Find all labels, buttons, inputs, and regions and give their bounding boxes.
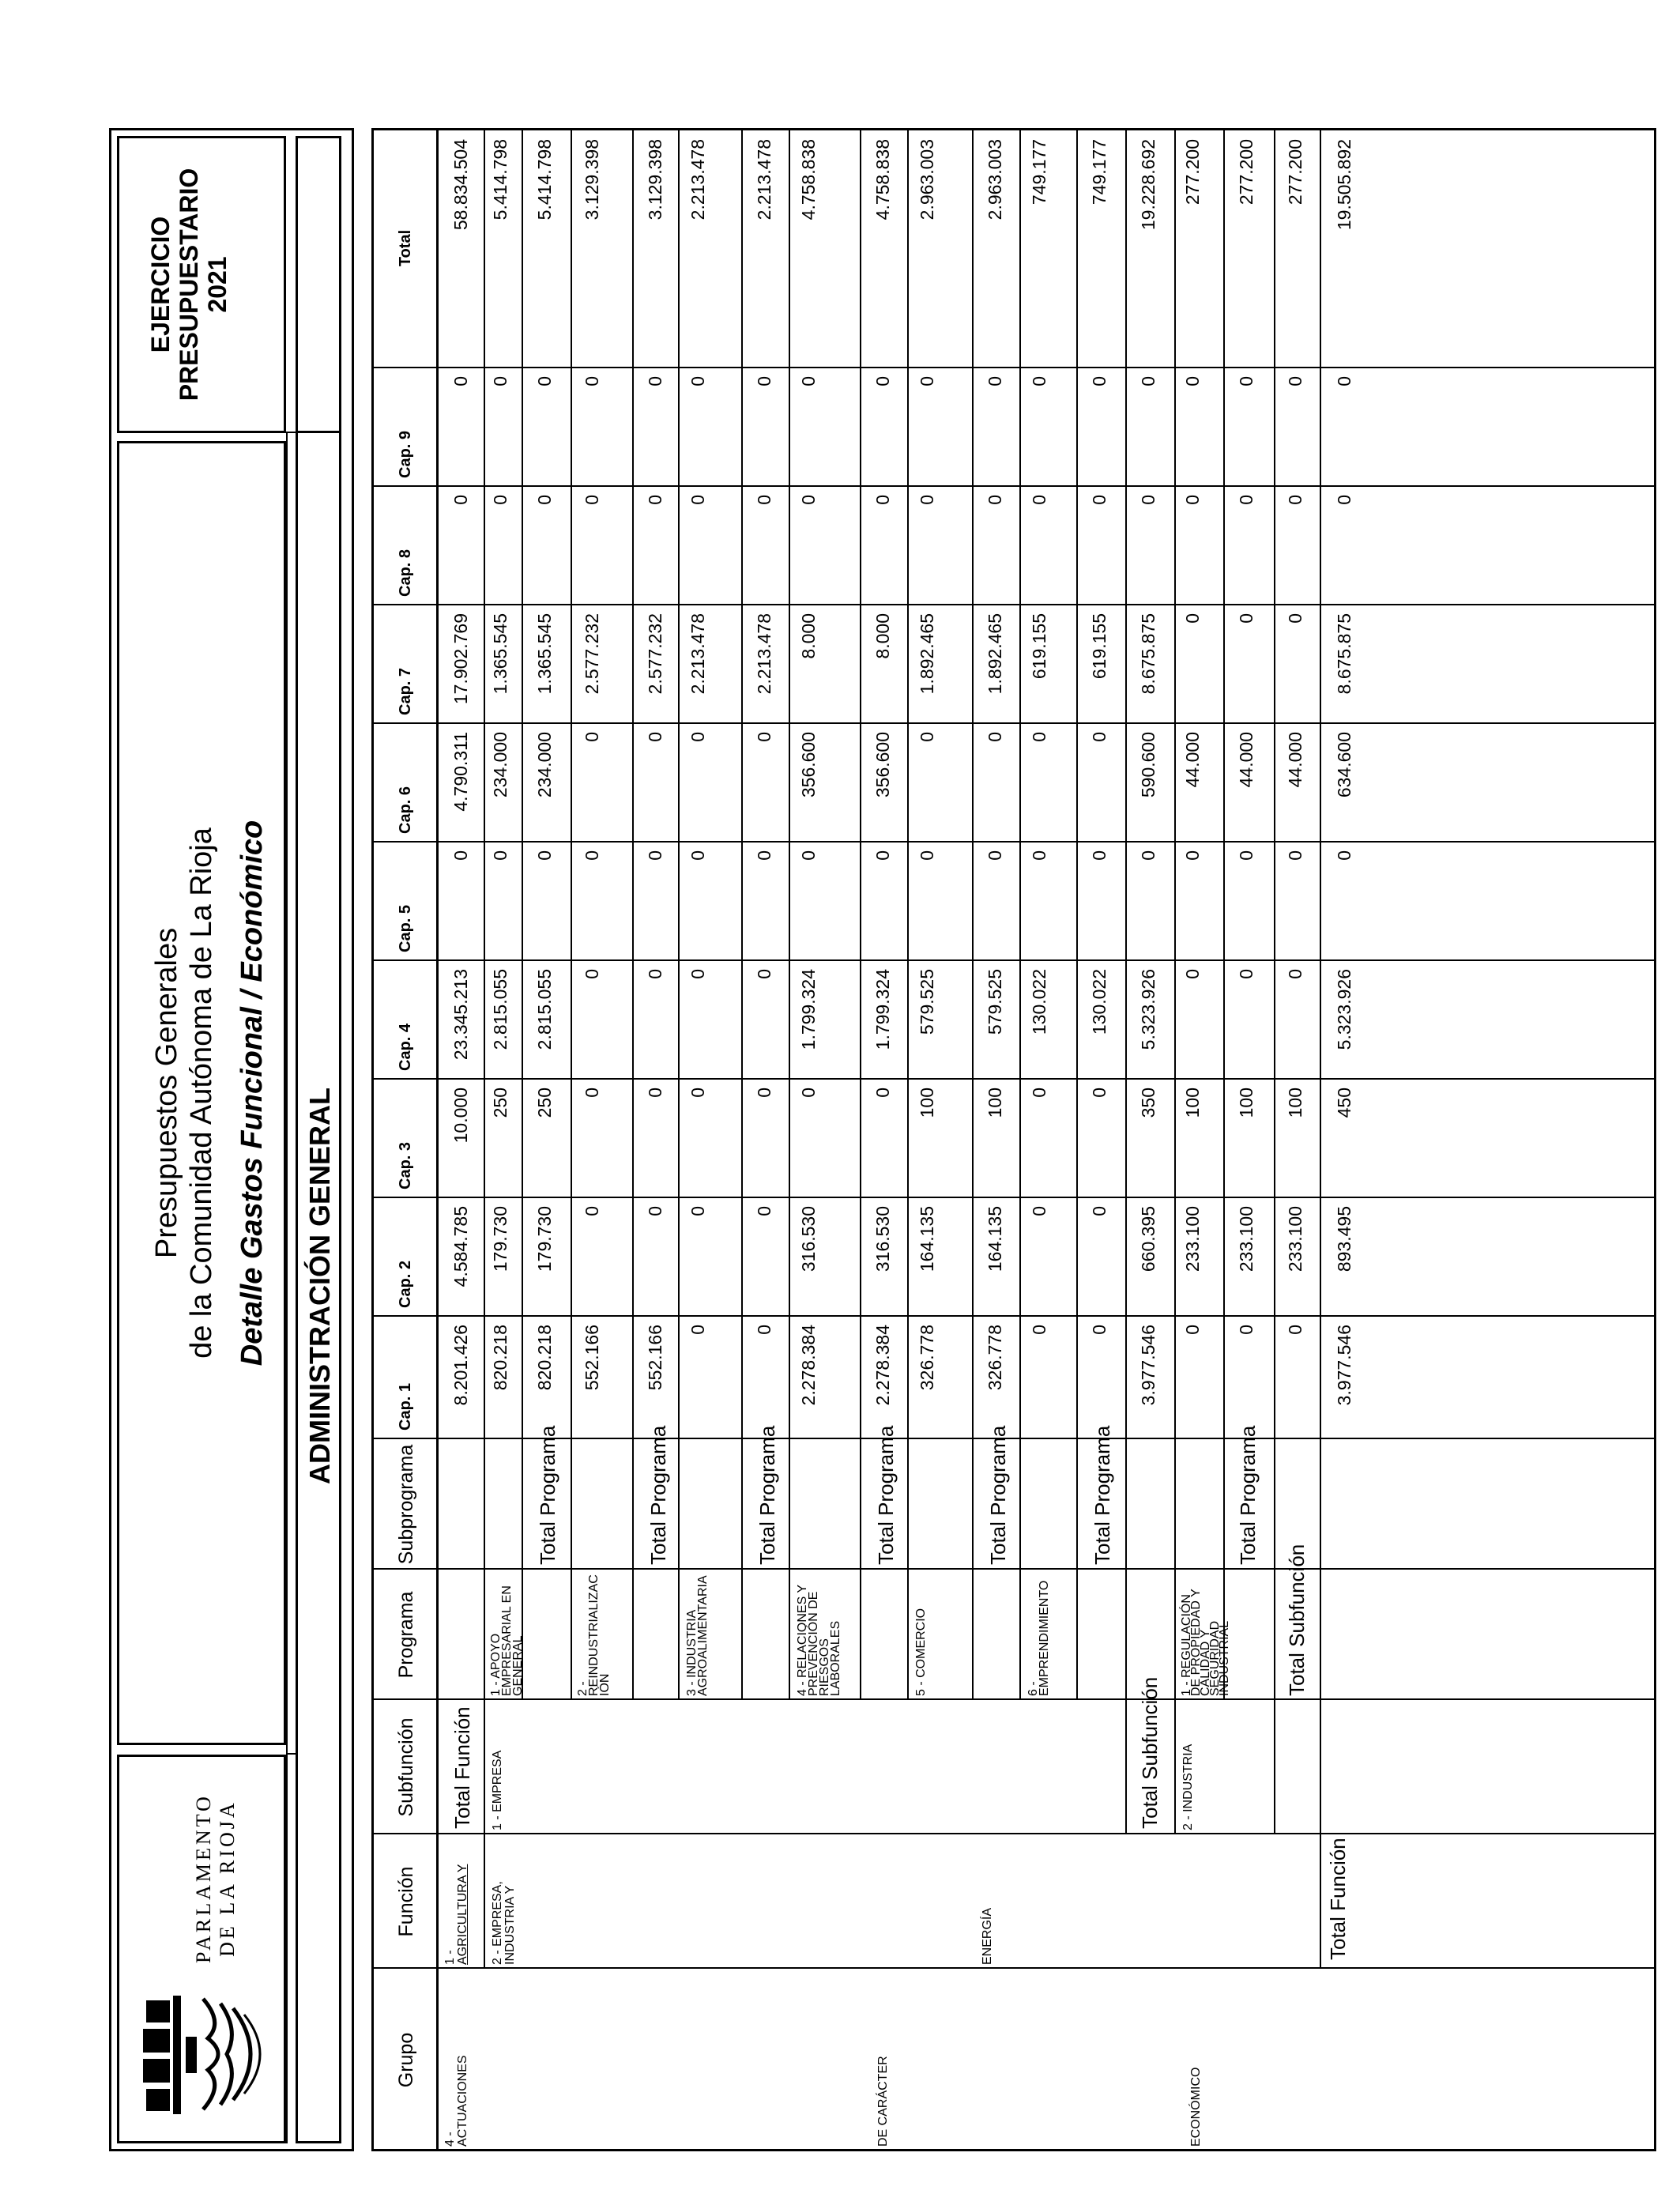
amount-cell: 0 <box>582 376 602 386</box>
title-line-2: de la Comunidad Autónoma de La Rioja <box>185 827 218 1359</box>
amount-cell: 0 <box>1285 613 1305 624</box>
programa-2-line-2: REINDUSTRIALIZAC <box>587 1574 601 1696</box>
amount-cell: 0 <box>1182 850 1203 861</box>
row-total-cell: 2.213.478 <box>754 139 774 221</box>
amount-cell: 0 <box>450 850 471 861</box>
amount-cell: 0 <box>1089 1088 1109 1098</box>
amount-cell: 2.577.232 <box>582 613 602 695</box>
amount-cell: 1.365.545 <box>490 613 510 695</box>
amount-cell: 0 <box>1138 850 1158 861</box>
total-subfuncion-2: Total Subfunción <box>1285 1544 1309 1696</box>
amount-cell: 233.100 <box>1182 1206 1203 1272</box>
col-divider <box>371 367 1656 368</box>
amount-cell: 179.730 <box>490 1206 510 1272</box>
funcion-2-line-1: 2 - EMPRESA, <box>491 1881 504 1965</box>
logo-text <box>192 1793 239 1963</box>
amount-cell: 0 <box>798 495 819 505</box>
amount-cell: 660.395 <box>1138 1206 1158 1272</box>
amount-cell: 0 <box>754 1088 774 1098</box>
amount-cell: 234.000 <box>534 732 555 798</box>
amount-cell: 17.902.769 <box>450 613 471 705</box>
amount-cell: 0 <box>1029 495 1049 505</box>
amount-cell: 0 <box>917 732 937 742</box>
amount-cell: 0 <box>687 1088 708 1098</box>
amount-cell: 234.000 <box>490 732 510 798</box>
amount-cell: 552.166 <box>582 1325 602 1391</box>
amount-cell: 2.278.384 <box>872 1325 893 1406</box>
amount-cell: 0 <box>917 495 937 505</box>
col-divider <box>371 1315 1656 1317</box>
amount-cell: 356.600 <box>798 732 819 798</box>
row-total-cell: 2.963.003 <box>985 139 1005 221</box>
amount-cell: 0 <box>754 969 774 979</box>
amount-cell: 4.584.785 <box>450 1206 471 1287</box>
total-subfuncion-1: Total Subfunción <box>1138 1676 1162 1829</box>
amount-cell: 579.525 <box>917 969 937 1035</box>
amount-cell: 2.213.478 <box>754 613 774 695</box>
amount-cell: 0 <box>687 732 708 742</box>
amount-cell: 356.600 <box>872 732 893 798</box>
row-total-cell: 2.963.003 <box>917 139 937 221</box>
row-total-cell: 19.505.892 <box>1334 139 1354 231</box>
amount-cell: 8.675.875 <box>1334 613 1354 695</box>
programa-4-line-4: LABORALES <box>829 1620 842 1696</box>
amount-cell: 100 <box>1236 1088 1256 1118</box>
amount-cell: 250 <box>490 1088 510 1118</box>
amount-cell: 0 <box>582 732 602 742</box>
amount-cell: 0 <box>1236 850 1256 861</box>
amount-cell: 1.365.545 <box>534 613 555 695</box>
subfuncion-1: 1 - EMPRESA <box>491 1750 504 1830</box>
amount-cell: 0 <box>1029 850 1049 861</box>
amount-cell: 100 <box>985 1088 1005 1118</box>
row-divider <box>860 128 861 1700</box>
amount-cell: 0 <box>1236 376 1256 386</box>
row-total-cell: 3.129.398 <box>582 139 602 221</box>
amount-cell: 0 <box>1029 1325 1049 1335</box>
amount-cell: 0 <box>1089 1325 1109 1335</box>
row-total-cell: 277.200 <box>1285 139 1305 205</box>
row-divider <box>1320 128 1321 1969</box>
section-band <box>296 136 341 2143</box>
amount-cell: 0 <box>582 495 602 505</box>
amount-cell: 0 <box>490 376 510 386</box>
amount-cell: 0 <box>582 969 602 979</box>
amount-cell: 233.100 <box>1236 1206 1256 1272</box>
programa-4-line-3: RIESGOS <box>818 1638 831 1696</box>
amount-cell: 44.000 <box>1236 732 1256 788</box>
programa-1-line-1: 1 - APOYO <box>489 1633 503 1696</box>
col-header-cap6: Cap. 6 <box>397 786 414 834</box>
divider <box>286 1753 296 1755</box>
funcion-2-line-3: ENERGÍA <box>981 1907 994 1965</box>
total-programa-6: Total Programa <box>1090 1425 1114 1565</box>
amount-cell: 0 <box>1236 613 1256 624</box>
amount-cell: 100 <box>1182 1088 1203 1118</box>
budget-table <box>371 128 1656 2151</box>
amount-cell: 619.155 <box>1029 613 1049 680</box>
col-divider <box>371 485 1656 487</box>
amount-cell: 0 <box>1089 1206 1109 1216</box>
amount-cell: 316.530 <box>872 1206 893 1272</box>
row-total-cell: 277.200 <box>1182 139 1203 205</box>
col-header-cap4: Cap. 4 <box>397 1023 414 1071</box>
col-header-cap8: Cap. 8 <box>397 548 414 597</box>
amount-cell: 0 <box>687 969 708 979</box>
row-total-cell: 2.213.478 <box>687 139 708 221</box>
amount-cell: 619.155 <box>1089 613 1109 680</box>
programa-1-line-3: GENERAL <box>511 1635 525 1696</box>
amount-cell: 1.892.465 <box>917 613 937 695</box>
amount-cell: 250 <box>534 1088 555 1118</box>
row-total-cell: 749.177 <box>1029 139 1049 205</box>
amount-cell: 0 <box>1029 376 1049 386</box>
amount-cell: 0 <box>645 732 665 742</box>
amount-cell: 130.022 <box>1089 969 1109 1035</box>
programa-3-line-2: AGROALIMENTARIA <box>696 1575 710 1696</box>
grupo-line-2: ACTUACIONES <box>456 2055 469 2147</box>
amount-cell: 10.000 <box>450 1088 471 1144</box>
amount-cell: 0 <box>687 850 708 861</box>
amount-cell: 0 <box>645 850 665 861</box>
amount-cell: 820.218 <box>490 1325 510 1391</box>
amount-cell: 0 <box>1029 732 1049 742</box>
logo-box <box>117 1755 286 2143</box>
amount-cell: 0 <box>687 495 708 505</box>
amount-cell: 0 <box>645 495 665 505</box>
amount-cell: 0 <box>582 1088 602 1098</box>
programa-4-line-2: PREVENCIÓN DE <box>807 1591 820 1696</box>
amount-cell: 0 <box>754 1325 774 1335</box>
programa-7-line-5: INDUSTRIAL <box>1218 1620 1231 1696</box>
title-line-1: Presupuestos Generales <box>150 927 183 1259</box>
col-header-grupo: Grupo <box>395 2032 417 2088</box>
amount-cell: 0 <box>1236 969 1256 979</box>
row-divider <box>741 128 743 1700</box>
amount-cell: 44.000 <box>1182 732 1203 788</box>
programa-2-line-3: IÓN <box>598 1673 612 1696</box>
amount-cell: 5.323.926 <box>1334 969 1354 1050</box>
amount-cell: 100 <box>1285 1088 1305 1118</box>
amount-cell: 2.213.478 <box>687 613 708 695</box>
col-header-subprograma: Subprograma <box>395 1444 417 1565</box>
amount-cell: 1.892.465 <box>985 613 1005 695</box>
row-divider <box>1019 128 1021 1700</box>
amount-cell: 634.600 <box>1334 732 1354 798</box>
amount-cell: 0 <box>1138 495 1158 505</box>
col-divider <box>371 1967 1656 1969</box>
amount-cell: 0 <box>1089 850 1109 861</box>
subfuncion-2: 2 - INDUSTRIA <box>1181 1744 1195 1830</box>
programa-7-line-3: CALIDAD Y <box>1199 1629 1212 1696</box>
logo-line-2: DE LA RIOJA <box>216 1800 239 1957</box>
col-divider <box>371 959 1656 961</box>
amount-cell: 179.730 <box>534 1206 555 1272</box>
amount-cell: 590.600 <box>1138 732 1158 798</box>
amount-cell: 0 <box>872 1088 893 1098</box>
programa-5-line-1: 5 - COMERCIO <box>914 1608 928 1696</box>
amount-cell: 164.135 <box>985 1206 1005 1272</box>
amount-cell: 2.278.384 <box>798 1325 819 1406</box>
amount-cell: 8.000 <box>872 613 893 659</box>
amount-cell: 0 <box>450 495 471 505</box>
amount-cell: 0 <box>1089 732 1109 742</box>
row-total-cell: 5.414.798 <box>534 139 555 221</box>
col-header-cap5: Cap. 5 <box>397 904 414 952</box>
amount-cell: 0 <box>917 850 937 861</box>
total-funcion-2: Total Función <box>1326 1838 1350 1960</box>
col-divider <box>371 1078 1656 1080</box>
row-divider <box>484 128 485 1969</box>
amount-cell: 0 <box>534 850 555 861</box>
amount-cell: 44.000 <box>1285 732 1305 788</box>
amount-cell: 0 <box>534 495 555 505</box>
amount-cell: 130.022 <box>1029 969 1049 1035</box>
programa-7-line-4: SEGURIDAD <box>1208 1620 1222 1696</box>
amount-cell: 0 <box>754 495 774 505</box>
parliament-emblem-icon <box>141 1983 268 2117</box>
programa-6-line-1: 6 - <box>1026 1681 1040 1696</box>
amount-cell: 0 <box>872 850 893 861</box>
programa-6-line-2: EMPRENDIMIENTO <box>1038 1580 1051 1696</box>
grupo-line-1: 4 - <box>443 2132 457 2147</box>
amount-cell: 0 <box>1285 1325 1305 1335</box>
year-band-divider <box>296 134 341 433</box>
amount-cell: 0 <box>1182 376 1203 386</box>
grupo-line-3: DE CARÁCTER <box>876 2056 890 2147</box>
programa-4-line-1: 4 - RELACIONES Y <box>796 1584 809 1696</box>
row-total-cell: 19.228.692 <box>1138 139 1158 231</box>
amount-cell: 0 <box>450 376 471 386</box>
row-total-cell: 749.177 <box>1089 139 1109 205</box>
amount-cell: 3.977.546 <box>1334 1325 1354 1406</box>
amount-cell: 0 <box>1182 613 1203 624</box>
logo-line-1: PARLAMENTO <box>192 1793 215 1963</box>
funcion-2-line-2: INDUSTRIA Y <box>503 1885 517 1965</box>
amount-cell: 0 <box>1138 376 1158 386</box>
amount-cell: 0 <box>754 732 774 742</box>
col-divider <box>371 1438 1656 1439</box>
amount-cell: 233.100 <box>1285 1206 1305 1272</box>
amount-cell: 0 <box>798 850 819 861</box>
amount-cell: 0 <box>687 1206 708 1216</box>
year-line-1: EJERCICIO <box>146 216 175 353</box>
amount-cell: 0 <box>1285 495 1305 505</box>
row-total-cell: 4.758.838 <box>872 139 893 221</box>
row-divider <box>678 128 680 1700</box>
row-total-cell: 4.758.838 <box>798 139 819 221</box>
amount-cell: 0 <box>490 850 510 861</box>
amount-cell: 0 <box>687 1325 708 1335</box>
col-header-funcion: Función <box>395 1866 417 1937</box>
amount-cell: 0 <box>1334 850 1354 861</box>
programa-7-line-1: 1 - REGULACIÓN <box>1180 1594 1193 1696</box>
amount-cell: 0 <box>1236 1325 1256 1335</box>
total-programa-2: Total Programa <box>646 1425 670 1565</box>
amount-cell: 0 <box>534 376 555 386</box>
amount-cell: 820.218 <box>534 1325 555 1391</box>
amount-cell: 0 <box>1334 376 1354 386</box>
col-header-cap2: Cap. 2 <box>397 1260 414 1308</box>
amount-cell: 100 <box>917 1088 937 1118</box>
amount-cell: 8.201.426 <box>450 1325 471 1406</box>
col-divider <box>371 722 1656 724</box>
row-divider <box>972 128 974 1700</box>
year-line-3: 2021 <box>203 256 232 313</box>
programa-3-line-1: 3 - INDUSTRIA <box>685 1609 699 1696</box>
amount-cell: 5.323.926 <box>1138 969 1158 1050</box>
amount-cell: 0 <box>645 1206 665 1216</box>
row-divider <box>1274 128 1275 1834</box>
header-row-divider <box>436 128 439 2151</box>
col-divider <box>371 1568 1656 1570</box>
amount-cell: 0 <box>687 376 708 386</box>
amount-cell: 350 <box>1138 1088 1158 1118</box>
amount-cell: 0 <box>1182 495 1203 505</box>
row-total-cell: 277.200 <box>1236 139 1256 205</box>
amount-cell: 0 <box>917 376 937 386</box>
amount-cell: 0 <box>1089 495 1109 505</box>
subtitle-divider <box>286 433 288 2143</box>
section-title: ADMINISTRACIÓN GENERAL <box>303 1088 336 1484</box>
amount-cell: 164.135 <box>917 1206 937 1272</box>
col-header-programa: Programa <box>395 1591 417 1679</box>
row-divider <box>1125 128 1127 1834</box>
amount-cell: 1.799.324 <box>872 969 893 1050</box>
amount-cell: 0 <box>645 1088 665 1098</box>
amount-cell: 579.525 <box>985 969 1005 1035</box>
amount-cell: 0 <box>582 1206 602 1216</box>
amount-cell: 8.675.875 <box>1138 613 1158 695</box>
programa-2-line-1: 2 - <box>576 1681 590 1696</box>
amount-cell: 552.166 <box>645 1325 665 1391</box>
amount-cell: 0 <box>985 376 1005 386</box>
amount-cell: 0 <box>872 376 893 386</box>
col-header-total: Total <box>397 229 414 267</box>
year-line-2: PRESUPUESTARIO <box>175 168 203 401</box>
col-header-subfuncion: Subfunción <box>395 1717 417 1817</box>
amount-cell: 0 <box>1029 1088 1049 1098</box>
row-divider <box>571 128 572 1700</box>
amount-cell: 450 <box>1334 1088 1354 1118</box>
amount-cell: 3.977.546 <box>1138 1325 1158 1406</box>
programa-7-line-2: DE PROPIEDAD Y <box>1189 1589 1203 1696</box>
col-header-cap3: Cap. 3 <box>397 1141 414 1189</box>
col-header-cap7: Cap. 7 <box>397 667 414 715</box>
amount-cell: 2.815.055 <box>534 969 555 1050</box>
amount-cell: 326.778 <box>985 1325 1005 1391</box>
col-header-cap1: Cap. 1 <box>397 1382 414 1431</box>
amount-cell: 8.000 <box>798 613 819 659</box>
amount-cell: 0 <box>1334 495 1354 505</box>
row-total-cell: 3.129.398 <box>645 139 665 221</box>
amount-cell: 23.345.213 <box>450 969 471 1061</box>
amount-cell: 0 <box>985 495 1005 505</box>
col-divider <box>371 841 1656 843</box>
col-divider <box>371 1197 1656 1198</box>
amount-cell: 0 <box>798 1088 819 1098</box>
amount-cell: 0 <box>490 495 510 505</box>
amount-cell: 0 <box>1285 850 1305 861</box>
amount-cell: 2.815.055 <box>490 969 510 1050</box>
total-programa-5: Total Programa <box>986 1425 1010 1565</box>
grupo-line-4: ECONÓMICO <box>1189 2067 1203 2147</box>
amount-cell: 1.799.324 <box>798 969 819 1050</box>
amount-cell: 0 <box>645 376 665 386</box>
divider <box>117 432 296 433</box>
amount-cell: 4.790.311 <box>450 732 471 812</box>
row-divider <box>522 128 523 1700</box>
col-divider <box>371 604 1656 605</box>
amount-cell: 0 <box>798 376 819 386</box>
amount-cell: 893.495 <box>1334 1206 1354 1272</box>
col-divider <box>371 1698 1656 1700</box>
total-programa-3: Total Programa <box>755 1425 779 1565</box>
amount-cell: 0 <box>1089 376 1109 386</box>
amount-cell: 0 <box>1285 969 1305 979</box>
row-total-cell: 5.414.798 <box>490 139 510 221</box>
total-funcion-1: Total Función <box>450 1706 474 1829</box>
total-programa-4: Total Programa <box>874 1425 898 1565</box>
amount-cell: 0 <box>985 732 1005 742</box>
year-box <box>117 136 286 433</box>
amount-cell: 0 <box>1029 1206 1049 1216</box>
row-divider <box>632 128 634 1700</box>
row-divider <box>1076 128 1078 1700</box>
subtitle: Detalle Gastos Funcional / Económico <box>235 820 269 1367</box>
amount-cell: 0 <box>754 1206 774 1216</box>
row-total-cell: 58.834.504 <box>450 139 471 231</box>
total-programa-1: Total Programa <box>536 1425 559 1565</box>
amount-cell: 0 <box>754 850 774 861</box>
total-programa-7: Total Programa <box>1236 1425 1260 1565</box>
amount-cell: 0 <box>1182 1325 1203 1335</box>
amount-cell: 0 <box>1236 495 1256 505</box>
budget-sheet <box>0 44 1680 2194</box>
amount-cell: 326.778 <box>917 1325 937 1391</box>
funcion-1-line-2: AGRICULTURA Y <box>456 1864 469 1965</box>
programa-1-line-2: EMPRESARIAL EN <box>500 1585 514 1696</box>
amount-cell: 0 <box>645 969 665 979</box>
amount-cell: 0 <box>582 850 602 861</box>
row-divider <box>789 128 790 1700</box>
amount-cell: 0 <box>985 850 1005 861</box>
amount-cell: 2.577.232 <box>645 613 665 695</box>
amount-cell: 0 <box>1182 969 1203 979</box>
funcion-1-line-1: 1 - <box>443 1950 457 1965</box>
col-header-cap9: Cap. 9 <box>397 430 414 478</box>
row-divider <box>1223 128 1225 1700</box>
amount-cell: 0 <box>872 495 893 505</box>
amount-cell: 0 <box>754 376 774 386</box>
row-divider <box>1174 128 1176 1834</box>
col-divider <box>371 1833 1656 1834</box>
row-divider <box>907 128 909 1700</box>
amount-cell: 0 <box>1285 376 1305 386</box>
amount-cell: 316.530 <box>798 1206 819 1272</box>
